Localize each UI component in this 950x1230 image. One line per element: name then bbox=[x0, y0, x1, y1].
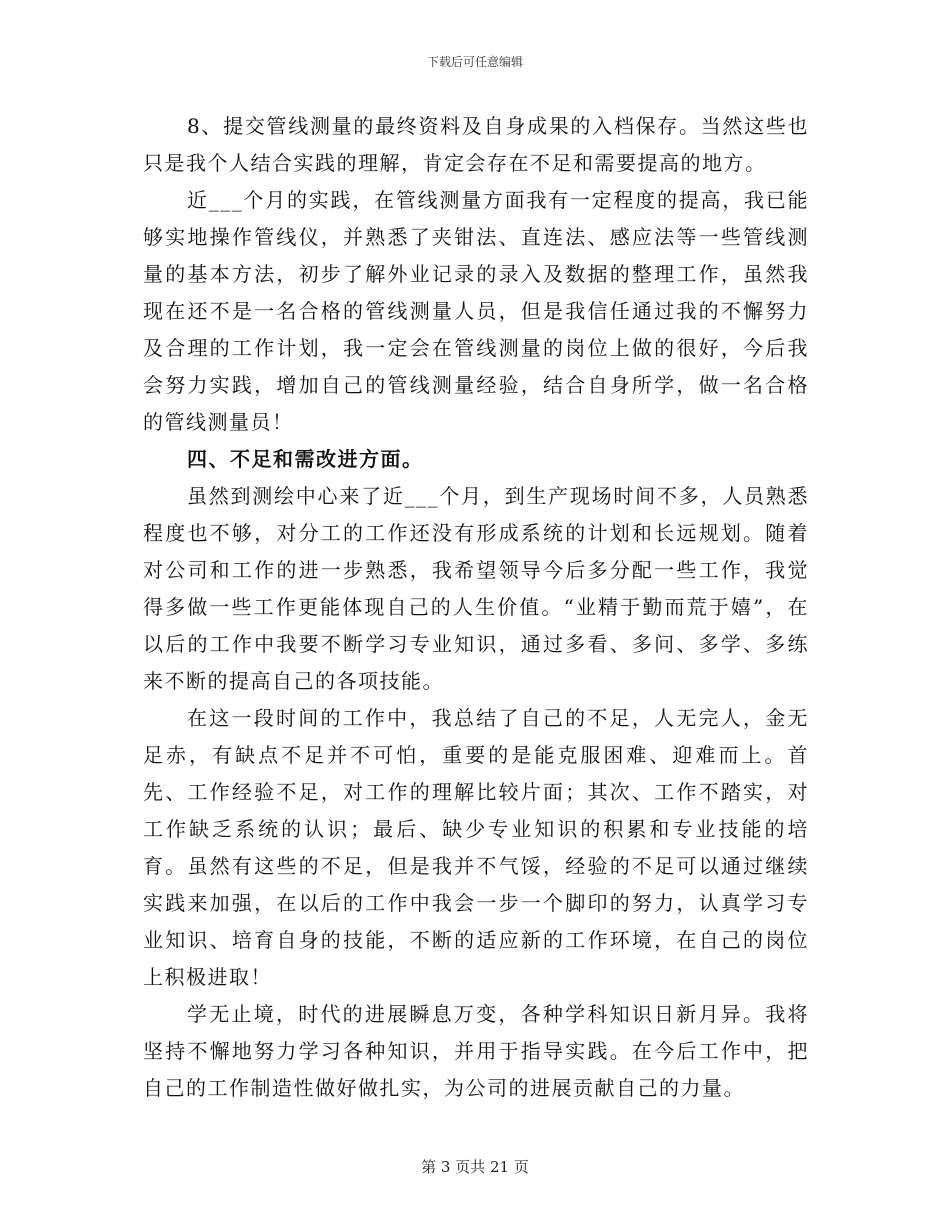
section-heading-shortcomings: 四、不足和需改进方面。 bbox=[187, 447, 424, 471]
page-number-footer: 第 3 页共 21 页 bbox=[421, 1158, 529, 1176]
page-header-note: 下载后可任意编辑 bbox=[426, 55, 523, 69]
paragraph-item-8: 8、提交管线测量的最终资料及自身成果的入档保存。当然这些也只是我个人结合实践的理解，肯定会存在不足和需要提高的地方。 bbox=[143, 114, 809, 175]
paragraph-conclusion: 学无止境，时代的进展瞬息万变，各种学科知识日新月异。我将坚持不懈地努力学习各种知识，并用于指导实践。在今后工作中，把自己的工作制造性做好做扎实，为公司的进展贡献自己的力量。 bbox=[143, 1002, 809, 1100]
paragraph-practice-summary: 近___个月的实践，在管线测量方面我有一定程度的提高，我已能够实地操作管线仪，并熟悉了夹钳法、直连法、感应法等一些管线测量的基本方法，初步了解外业记录的录入及数据的整理工作，虽然我现在还不是一名合格的管线测量人员，但是我信任通过我的不懈努力及合理的工作计划，我一定会在管线测量的岗位上做的很好，今后我会努力实践，增加自己的管线测量经验，结合自身所学，做一名合格的管线测量员！ bbox=[143, 188, 809, 434]
document-body bbox=[143, 108, 809, 1107]
paragraph-shortcomings-2: 在这一段时间的工作中，我总结了自己的不足，人无完人，金无足赤，有缺点不足并不可怕，重要的是能克服困难、迎难而上。首先、工作经验不足，对工作的理解比较片面；其次、工作不踏实，对工作缺乏系统的认识；最后、缺少专业知识的积累和专业技能的培育。虽然有这些的不足，但是我并不气馁，经验的不足可以通过继续实践来加强，在以后的工作中我会一步一个脚印的努力，认真学习专业知识、培育自身的技能，不断的适应新的工作环境，在自己的岗位上积极进取！ bbox=[143, 706, 809, 989]
paragraph-shortcomings-1: 虽然到测绘中心来了近___个月，到生产现场时间不多，人员熟悉程度也不够，对分工的工作还没有形成系统的计划和长远规划。随着对公司和工作的进一步熟悉，我希望领导今后多分配一些工作，我觉得多做一些工作更能体现自己的人生价值。“业精于勤而荒于嬉”，在以后的工作中我要不断学习专业知识，通过多看、多问、多学、多练来不断的提高自己的各项技能。 bbox=[143, 484, 809, 693]
